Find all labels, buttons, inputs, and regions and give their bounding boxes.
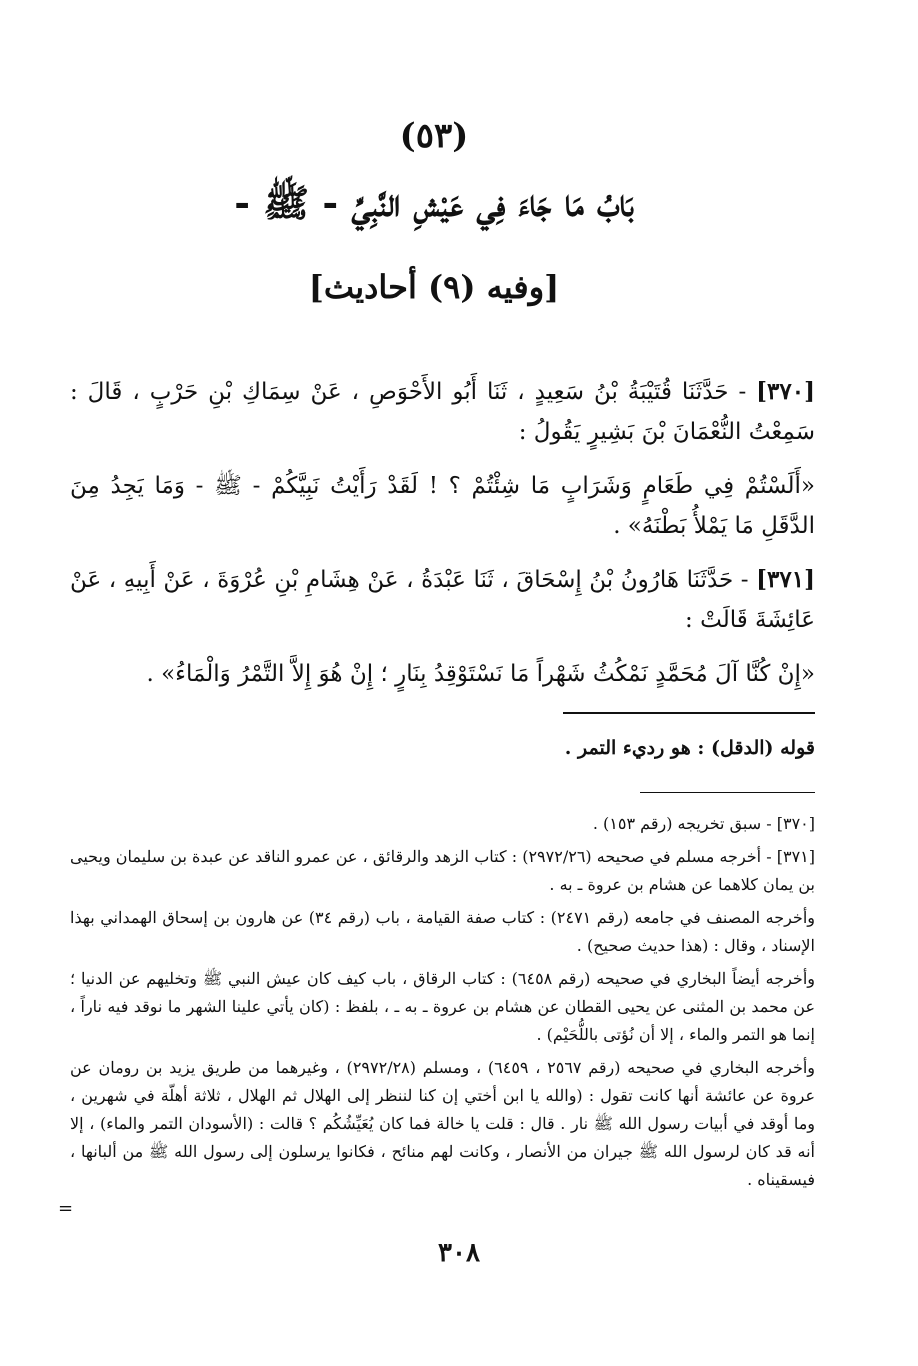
footnotes (70, 810, 815, 1199)
footnote: وأخرجه أيضاً البخاري في صحيحه (رقم ٦٤٥٨) : كتاب الرقاق ، باب كيف كان عيش النبي ﷺ وتخليهم عن الدنيا ؛ عن محمد بن المثنى عن يحيى القطان عن هشام بن عروة ـ به ـ ، بلفظ : (كان يأتي علينا الشهر ما نوقد فيه ناراً ، إنما هو التمر والماء ، إلا أن نُؤتى باللُّحَيْم) . (70, 969, 815, 1044)
footnote: [٣٧١] - أخرجه مسلم في صحيحه (٢٩٧٢/٢٦) : كتاب الزهد والرقائق ، عن عمرو الناقد عن عبدة بن سليمان ويحيى بن يمان كلاهما عن هشام بن عروة ـ به . (70, 847, 816, 894)
isnad-text: - حَدَّثَنَا هَارُونُ بْنُ إِسْحَاقَ ، ثَنَا عَبْدَةُ ، عَنْ هِشَامِ بْنِ عُرْوَةَ ، عَنْ أَبِيهِ ، عَنْ عَائِشَةَ قَالَتْ : (70, 567, 815, 633)
hadith-number: [٣٧٠] (756, 378, 815, 405)
chapter-number: (٥٣) (399, 116, 469, 156)
footnote-separator (640, 792, 815, 793)
continuation-mark: = (58, 1198, 74, 1219)
hadith-371-isnad (70, 560, 815, 640)
footnote: وأخرجه البخاري في صحيحه (رقم ٢٥٦٧ ، ٦٤٥٩) ، ومسلم (٢٩٧٢/٢٨) ، وغيرهما من طريق يزيد بن رومان عن عروة عن عائشة أنها كانت تقول : (والله يا ابن أختي إن كنا لننظر إلى الهلال ثم الهلال ، ثلاثة أهلّة في شهرين ، وما أوقد في أبيات رسول الله ﷺ نار . قال : قلت يا خالة فما كان يُعَيِّشُكُم ؟ قالت : (الأسودان التمر والماء) ، إلا أنه قد كان لرسول الله ﷺ جيران من الأنصار ، وكانت لهم منائح ، فكانوا يرسلون إلى رسول الله ﷺ من ألبانها ، فيسقيناه . (70, 1058, 816, 1189)
separator-line (563, 712, 815, 714)
isnad-text: - حَدَّثَنَا قُتَيْبَةُ بْنُ سَعِيدٍ ، ثَنَا أَبُو الأَحْوَصِ ، عَنْ سِمَاكِ بْنِ حَرْبٍ ، قَالَ : سَمِعْتُ النُّعْمَانَ بْنَ بَشِيرٍ يَقُولُ : (70, 379, 815, 445)
hadith-count: [وفيه (٩) أحاديث] (308, 268, 560, 306)
hadith-371-matn: «إِنْ كُنَّا آلَ مُحَمَّدٍ نَمْكُثُ شَهْراً مَا نَسْتَوْقِدُ بِنَارٍ ؛ إِنْ هُوَ إِلاَّ التَّمْرُ وَالْمَاءُ» . (146, 661, 815, 687)
main-text (70, 372, 815, 708)
footnote: وأخرجه المصنف في جامعه (رقم ٢٤٧١) : كتاب صفة القيامة ، باب (رقم ٣٤) عن هارون بن إسحاق الهمداني بهذا الإسناد ، وقال : (هذا حديث صحيح) . (70, 908, 815, 955)
chapter-title: بَابُ مَا جَاءَ فِي عَيْشِ النَّبِيِّ - ﷺ - (234, 180, 634, 225)
hadith-number: [٣٧١] (756, 566, 815, 593)
gloss-note: قوله (الدقل) : هو رديء التمر . (564, 737, 815, 759)
footnote: [٣٧٠] - سبق تخريجه (رقم ١٥٣) . (592, 814, 815, 833)
hadith-370-matn: «أَلَسْتُمْ فِي طَعَامٍ وَشَرَابٍ مَا شِئْتُمْ ؟ ! لَقَدْ رَأَيْتُ نَبِيَّكُمْ - ﷺ - وَمَا يَجِدُ مِنَ الدَّقَلِ مَا يَمْلأُ بَطْنَهُ» . (70, 473, 815, 539)
hadith-370-isnad (70, 372, 815, 452)
page-number: ٣٠٨ (438, 1238, 480, 1268)
